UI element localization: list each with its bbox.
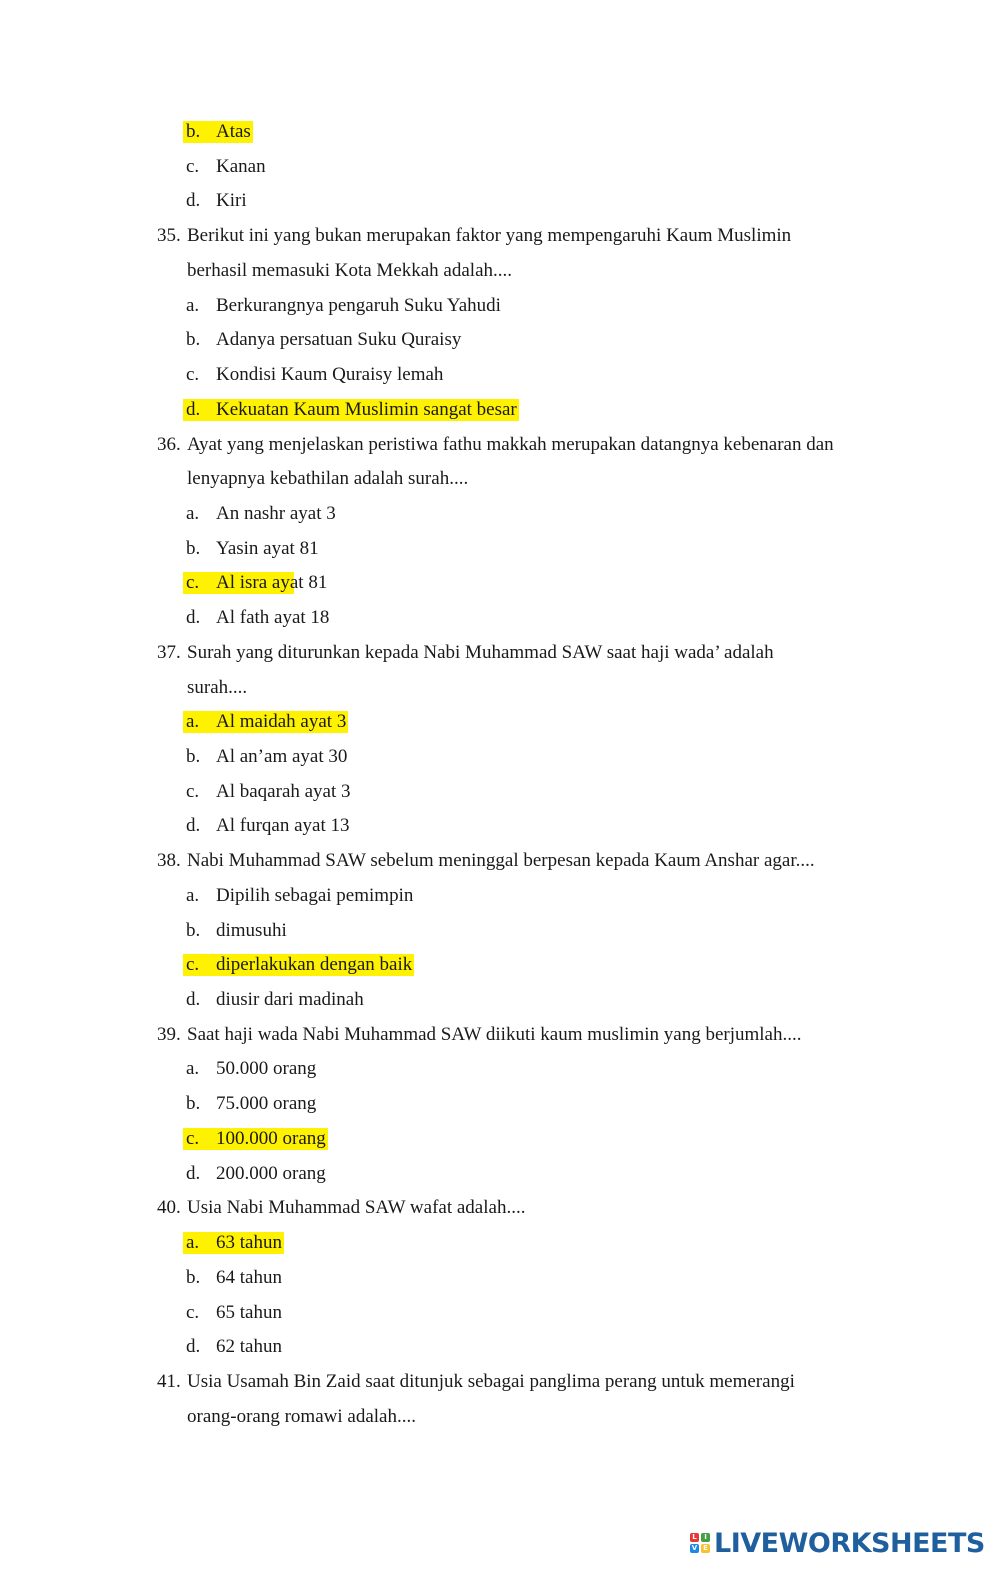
answer-option[interactable]: [0, 710, 1000, 734]
question-text: lenyapnya kebathilan adalah surah....: [187, 468, 469, 490]
option-letter: d.: [186, 1336, 201, 1358]
question-text: Surah yang diturunkan kepada Nabi Muhammad SAW saat haji wada’ adalah: [187, 641, 774, 663]
option-text: Dipilih sebagai pemimpin: [216, 884, 414, 906]
option-text: Berkurangnya pengaruh Suku Yahudi: [216, 294, 501, 316]
option-text: 62 tahun: [216, 1336, 282, 1358]
answer-option[interactable]: [0, 1231, 1000, 1255]
answer-option[interactable]: [0, 1057, 1000, 1081]
answer-option[interactable]: [0, 155, 1000, 179]
option-letter: a.: [186, 1058, 200, 1080]
option-letter: b.: [186, 1093, 201, 1115]
logo-letter-e: E: [701, 1544, 710, 1553]
option-text: 65 tahun: [216, 1301, 282, 1323]
answer-option[interactable]: [0, 953, 1000, 977]
option-text: diusir dari madinah: [216, 989, 364, 1010]
option-letter: a.: [186, 502, 200, 524]
answer-option[interactable]: [0, 1335, 1000, 1359]
option-letter: c.: [186, 1127, 200, 1149]
option-text: diperlakukan dengan baik: [216, 954, 413, 976]
option-text: Al isra ayat 81: [216, 572, 328, 594]
logo-letter-l: L: [690, 1533, 699, 1542]
answer-option[interactable]: [0, 398, 1000, 422]
answer-option[interactable]: [0, 571, 1000, 595]
option-text: 64 tahun: [216, 1266, 282, 1288]
logo-letter-i: I: [701, 1533, 710, 1542]
question-line: [0, 676, 1000, 700]
option-letter: b.: [186, 919, 201, 941]
option-letter: b.: [186, 746, 201, 767]
answer-option[interactable]: [0, 363, 1000, 387]
option-text: Kanan: [216, 155, 266, 177]
answer-option[interactable]: [0, 745, 1000, 769]
question-text: Ayat yang menjelaskan peristiwa fathu makkah merupakan datangnya kebenaran dan: [187, 433, 834, 455]
question-number: 36.: [157, 433, 181, 455]
option-letter: d.: [186, 190, 201, 212]
answer-option[interactable]: [0, 1127, 1000, 1151]
question-text: Berikut ini yang bukan merupakan faktor yang mempengaruhi Kaum Muslimin: [187, 225, 792, 247]
answer-option[interactable]: [0, 1301, 1000, 1325]
answer-option[interactable]: [0, 328, 1000, 352]
answer-option[interactable]: [0, 537, 1000, 561]
option-text: dimusuhi: [216, 919, 287, 941]
option-text: Kekuatan Kaum Muslimin sangat besar: [216, 398, 517, 420]
logo-mark-icon: [690, 1533, 710, 1553]
question-number: 40.: [157, 1197, 181, 1219]
question-line: [0, 1370, 1000, 1394]
option-letter: d.: [186, 989, 201, 1010]
question-line: [0, 224, 1000, 248]
option-text: Al maidah ayat 3: [216, 711, 347, 733]
answer-option[interactable]: [0, 814, 1000, 838]
option-text: An nashr ayat 3: [216, 502, 336, 524]
answer-option[interactable]: [0, 780, 1000, 804]
question-text: berhasil memasuki Kota Mekkah adalah....: [187, 259, 513, 281]
option-letter: c.: [186, 155, 200, 177]
option-letter: d.: [186, 607, 201, 629]
question-number: 39.: [157, 1023, 181, 1045]
question-line: [0, 641, 1000, 665]
question-text: Usia Nabi Muhammad SAW wafat adalah....: [187, 1197, 526, 1219]
option-text: 100.000 orang: [216, 1127, 326, 1149]
question-text: Saat haji wada Nabi Muhammad SAW diikuti kaum muslimin yang berjumlah....: [187, 1023, 802, 1045]
answer-option[interactable]: [0, 884, 1000, 908]
option-letter: a.: [186, 294, 200, 316]
option-letter: d.: [186, 398, 201, 420]
answer-option[interactable]: [0, 606, 1000, 630]
question-number: 41.: [157, 1370, 181, 1392]
answer-option[interactable]: [0, 502, 1000, 526]
answer-option[interactable]: [0, 189, 1000, 213]
option-letter: b.: [186, 1266, 201, 1288]
question-line: [0, 1023, 1000, 1047]
question-line: [0, 467, 1000, 491]
question-text: Usia Usamah Bin Zaid saat ditunjuk sebagai panglima perang untuk memerangi: [187, 1370, 795, 1392]
question-line: [0, 1196, 1000, 1220]
question-text: orang-orang romawi adalah....: [187, 1405, 416, 1427]
option-text: 63 tahun: [216, 1232, 282, 1253]
answer-option[interactable]: [0, 1162, 1000, 1186]
option-text: Kiri: [216, 190, 247, 212]
question-number: 38.: [157, 850, 181, 872]
option-text: 50.000 orang: [216, 1058, 317, 1080]
question-number: 37.: [157, 641, 181, 663]
option-letter: d.: [186, 815, 201, 837]
question-line: [0, 433, 1000, 457]
option-text: Atas: [216, 121, 251, 142]
answer-option[interactable]: [0, 988, 1000, 1012]
answer-option[interactable]: [0, 919, 1000, 943]
question-line: [0, 849, 1000, 873]
option-text: 200.000 orang: [216, 1162, 326, 1184]
liveworksheets-logo: [690, 1527, 985, 1559]
option-letter: a.: [186, 1232, 200, 1253]
question-line: [0, 1405, 1000, 1429]
answer-option[interactable]: [0, 1266, 1000, 1290]
option-text: 75.000 orang: [216, 1093, 317, 1115]
question-text: Nabi Muhammad SAW sebelum meninggal berpesan kepada Kaum Anshar agar....: [187, 850, 815, 872]
option-letter: c.: [186, 572, 200, 594]
option-letter: c.: [186, 954, 200, 976]
option-letter: d.: [186, 1162, 201, 1184]
question-line: [0, 259, 1000, 283]
option-letter: a.: [186, 884, 200, 906]
option-text: Al an’am ayat 30: [216, 746, 348, 767]
option-text: Yasin ayat 81: [216, 537, 319, 559]
option-letter: b.: [186, 329, 201, 351]
logo-letter-v: V: [691, 1544, 698, 1552]
answer-option[interactable]: [0, 1092, 1000, 1116]
option-text: Kondisi Kaum Quraisy lemah: [216, 364, 444, 385]
option-text: Adanya persatuan Suku Quraisy: [216, 329, 462, 351]
option-text: Al fath ayat 18: [216, 607, 330, 629]
question-number: 35.: [157, 225, 181, 247]
answer-option[interactable]: [0, 120, 1000, 144]
option-letter: c.: [186, 780, 200, 802]
option-letter: c.: [186, 364, 200, 385]
option-text: Al baqarah ayat 3: [216, 780, 351, 802]
question-text: surah....: [187, 676, 248, 698]
answer-option[interactable]: [0, 294, 1000, 318]
logo-wordmark: LIVEWORKSHEETS: [714, 1527, 985, 1559]
option-letter: b.: [186, 121, 201, 142]
option-text: Al furqan ayat 13: [216, 815, 350, 837]
option-letter: a.: [186, 711, 200, 733]
option-letter: b.: [186, 537, 201, 559]
option-letter: c.: [186, 1301, 200, 1323]
